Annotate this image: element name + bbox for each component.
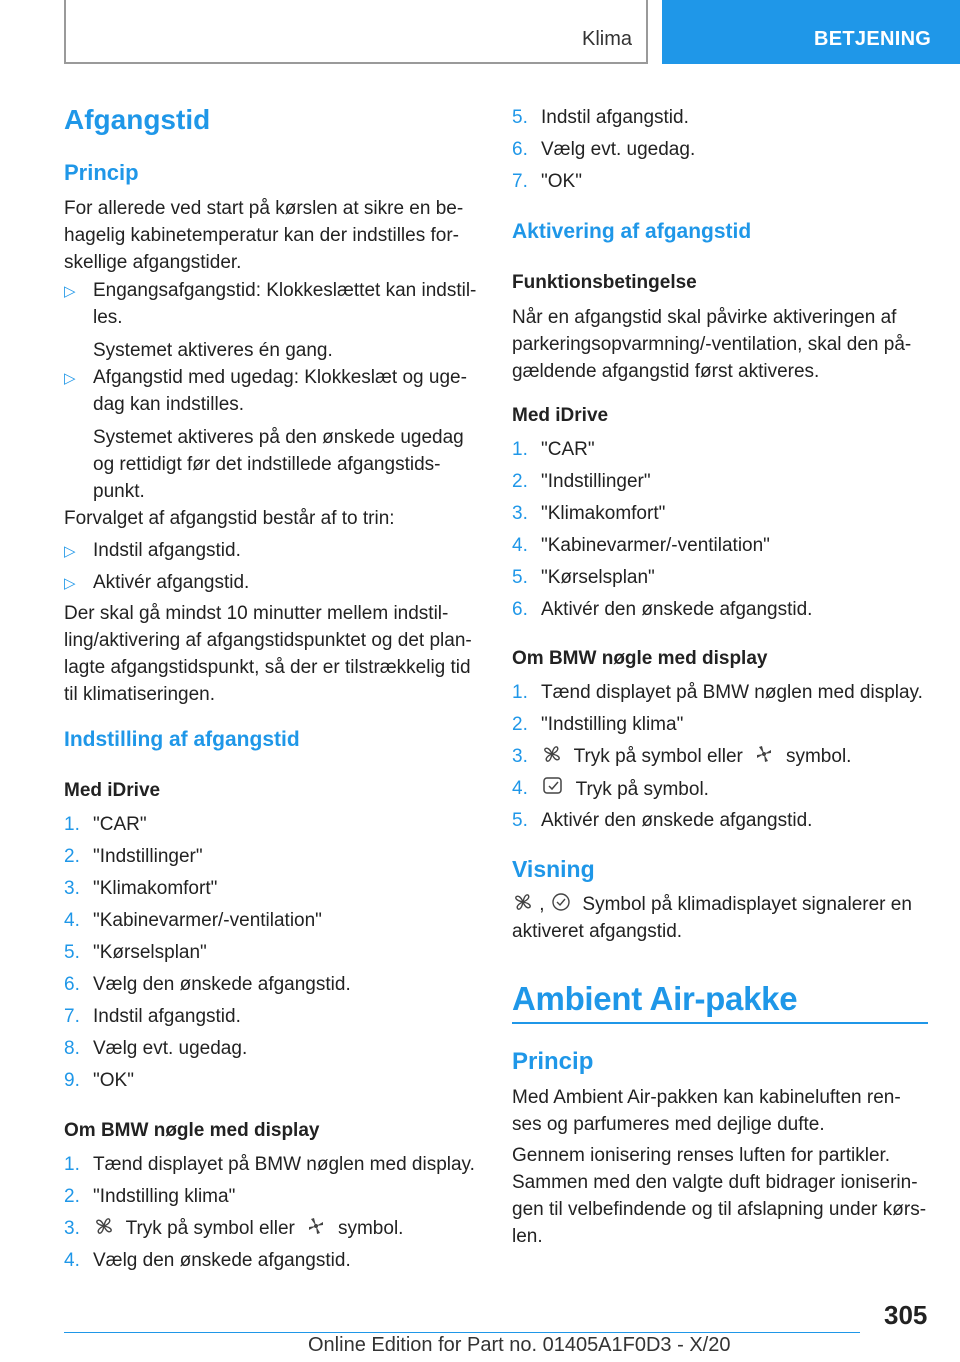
footer-edition: Online Edition for Part no. 01405A1F0D3 - X/20 <box>308 1334 731 1356</box>
continued-steps <box>512 104 932 200</box>
timer-check-icon <box>541 775 565 797</box>
list-item: 3. "Klimakomfort" <box>64 878 218 899</box>
display-heading: Visning <box>512 856 595 882</box>
fan-icon <box>93 1216 115 1236</box>
fan-heat-icon <box>753 744 775 764</box>
list-item: 7. Indstil afgangstid. <box>64 1006 241 1027</box>
fan-icon <box>512 892 534 912</box>
steps-intro: Forvalget af afgangstid består af to trin: <box>64 508 395 529</box>
condition-text: Når en afgangstid skal påvirke aktiveringen af parkeringsopvarmning/-ventilation, skal den på- gældende afgangstid først aktiveres. <box>512 307 912 382</box>
list-item: 1. "CAR" <box>64 814 147 835</box>
key-heading: Om BMW nøgle med display <box>64 1120 320 1141</box>
list-item: 8. Vælg evt. ugedag. <box>64 1038 248 1059</box>
list-item: 6. Aktivér den ønskede afgangstid. <box>512 599 813 620</box>
idrive-heading: Med iDrive <box>64 780 161 801</box>
list-item: 7. "OK" <box>512 171 582 192</box>
fan-heat-icon <box>305 1216 327 1236</box>
list-item: 3. "Klimakomfort" <box>512 503 666 524</box>
list-item: ▷ Engangsafgangstid: Klokkeslættet kan indstil- les. Systemet aktiveres én gang. <box>64 280 477 361</box>
ambient-text-1: Med Ambient Air-pakken kan kabineluften ren- ses og parfumeres med dejlige dufte. <box>512 1087 901 1135</box>
list-item: 6. Vælg den ønskede afgangstid. <box>64 974 351 995</box>
list-item: 2. "Indstillinger" <box>64 846 203 867</box>
list-item: 3. Tryk på symbol eller symbol. <box>512 746 852 767</box>
footer-divider <box>64 1332 860 1333</box>
bullet-triangle-icon: ▷ <box>64 575 76 592</box>
list-item: 5. Indstil afgangstid. <box>512 107 689 128</box>
key-heading: Om BMW nøgle med display <box>512 648 768 669</box>
list-item: 5. Aktivér den ønskede afgangstid. <box>512 810 813 831</box>
list-item: ▷ Aktivér afgangstid. <box>64 569 484 596</box>
list-item: 2. "Indstilling klima" <box>64 1186 236 1207</box>
bullet-triangle-icon: ▷ <box>64 283 76 300</box>
fan-icon <box>541 744 563 764</box>
list-item: 9. "OK" <box>64 1070 134 1091</box>
section-title: Klima <box>581 28 632 50</box>
condition-heading: Funktionsbetingelse <box>512 272 697 293</box>
list-item: 5. "Kørselsplan" <box>512 567 655 588</box>
idrive-steps <box>64 811 484 1099</box>
list-item: 1. Tænd displayet på BMW nøglen med display. <box>64 1154 475 1175</box>
setting-heading: Indstilling af afgangstid <box>64 728 300 751</box>
page-number: 305 <box>884 1300 928 1330</box>
ambient-text-2: Gennem ionisering renses luften for partikler. Sammen med den valgte duft bidrager ioniserin- gen til velbefindende og til afslapning under kørs- len. <box>512 1145 927 1247</box>
activation-heading: Aktivering af afgangstid <box>512 220 752 243</box>
list-item: 5. "Kørselsplan" <box>64 942 207 963</box>
list-item: 4. Vælg den ønskede afgangstid. <box>64 1250 351 1271</box>
page-title: Afgangstid <box>64 104 211 135</box>
display-text: , Symbol på klimadisplayet signalerer en aktiveret afgangstid. <box>512 894 912 942</box>
list-item: ▷ Afgangstid med ugedag: Klokkeslæt og uge- dag kan indstilles. Systemet aktiveres på den ønskede ugedag og rettidigt før det indstillede afgangstids- punkt. <box>64 367 467 502</box>
chapter-tab[interactable] <box>662 0 960 64</box>
key-steps <box>64 1151 484 1279</box>
chapter-title: BETJENING <box>814 28 932 50</box>
key-steps <box>512 679 932 839</box>
header-frame <box>64 0 648 64</box>
list-item: ▷ Indstil afgangstid. <box>64 537 484 564</box>
list-item: 4. "Kabinevarmer/-ventilation" <box>512 535 770 556</box>
principle-heading: Princip <box>64 160 139 185</box>
idrive-heading: Med iDrive <box>512 405 609 426</box>
interval-text: Der skal gå mindst 10 minutter mellem indstil- ling/aktivering af afgangstidspunktet og det plan- lagte afgangstidspunkt, så der er tilstrækkelig tid til klimatiseringen. <box>64 603 472 705</box>
idrive-steps <box>512 436 932 628</box>
bullet-triangle-icon: ▷ <box>64 543 76 560</box>
ambient-principle-heading: Princip <box>512 1048 594 1075</box>
list-item: 3. Tryk på symbol eller symbol. <box>64 1218 404 1239</box>
list-item: 4. "Kabinevarmer/-ventilation" <box>64 910 322 931</box>
clock-check-icon <box>550 892 572 912</box>
ambient-title: Ambient Air-pakke <box>512 980 798 1017</box>
list-item: 4. Tryk på symbol. <box>512 775 932 807</box>
list-item: 1. "CAR" <box>512 439 595 460</box>
bullet-triangle-icon: ▷ <box>64 370 76 387</box>
principle-text: For allerede ved start på kørslen at sikre en be- hagelig kabinetemperatur kan der indstilles for- skellige afgangstider. <box>64 198 464 273</box>
list-item: 2. "Indstillinger" <box>512 471 651 492</box>
list-item: 6. Vælg evt. ugedag. <box>512 139 696 160</box>
list-item: 2. "Indstilling klima" <box>512 714 684 735</box>
list-item: 1. Tænd displayet på BMW nøglen med display. <box>512 682 923 703</box>
section-divider <box>512 1022 928 1024</box>
